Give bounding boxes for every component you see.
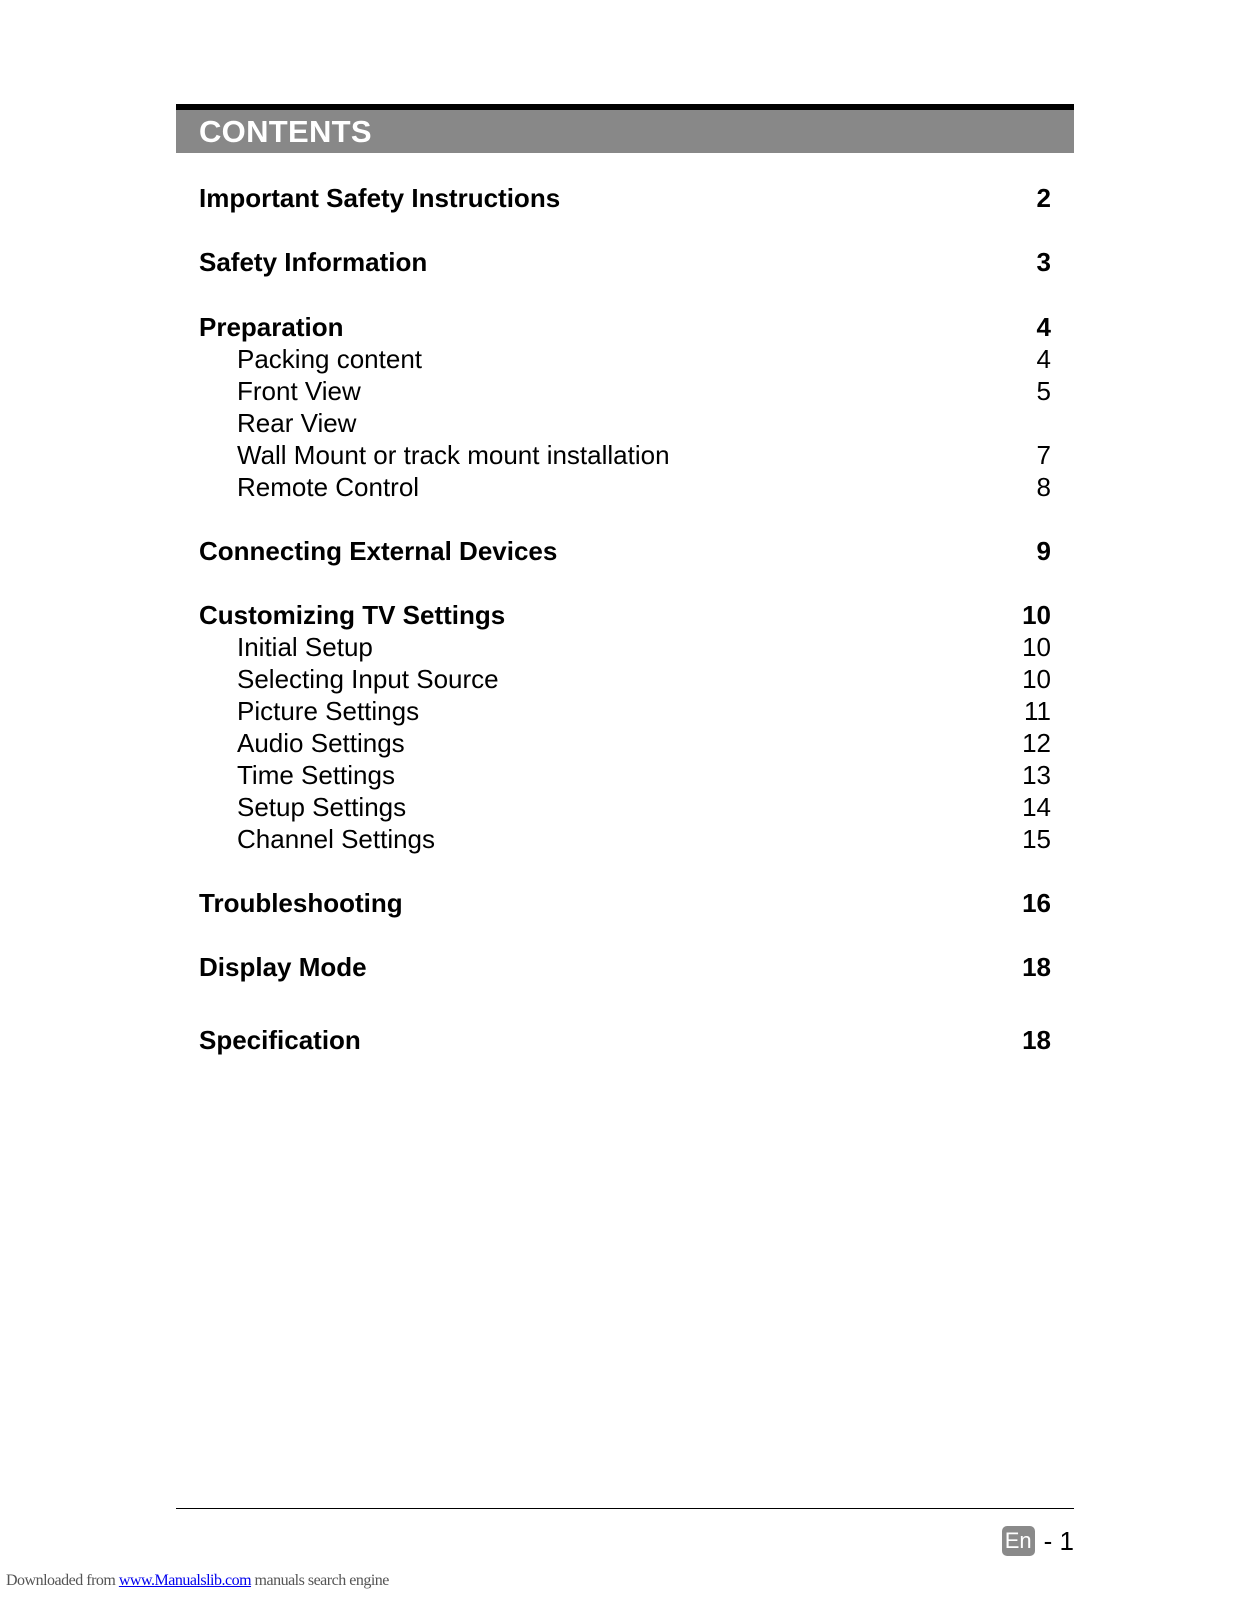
toc-entry-label: Connecting External Devices — [199, 536, 558, 566]
toc-entry-page: 4 — [1036, 344, 1051, 374]
toc-entry-page: 15 — [1022, 824, 1051, 854]
footer-prefix: Downloaded from — [6, 1572, 119, 1589]
toc-entry-page: 9 — [1036, 536, 1051, 566]
toc-entry-label: Packing content — [237, 344, 423, 374]
toc-subentry[interactable] — [199, 471, 1051, 503]
toc-entry-label: Front View — [237, 376, 361, 406]
toc-entry-page: 10 — [1022, 600, 1051, 630]
toc-subentry[interactable] — [199, 407, 1051, 439]
toc-subentry[interactable] — [199, 439, 1051, 471]
toc-entry-page: 18 — [1022, 1025, 1051, 1055]
toc-entry-label: Time Settings — [237, 760, 395, 790]
download-source-footer — [6, 1572, 389, 1590]
toc-subentry[interactable] — [199, 343, 1051, 375]
toc-entry-label: Picture Settings — [237, 696, 420, 726]
toc-entry-page: 4 — [1036, 312, 1051, 342]
toc-subentry[interactable] — [199, 727, 1051, 759]
toc-entry-label: Rear View — [237, 408, 357, 438]
toc-entry-page: 5 — [1036, 376, 1051, 406]
toc-entry-page: 7 — [1036, 440, 1051, 470]
toc-entry[interactable] — [199, 246, 1051, 278]
toc-subentry[interactable] — [199, 695, 1051, 727]
language-badge: En — [1002, 1526, 1035, 1556]
toc-entry-page: 10 — [1022, 632, 1051, 662]
bottom-rule — [176, 1508, 1074, 1509]
toc-entry-page: 14 — [1022, 792, 1051, 822]
toc-entry-page: 10 — [1022, 664, 1051, 694]
page-title: CONTENTS — [199, 114, 372, 149]
toc-entry-label: Display Mode — [199, 952, 367, 982]
toc-entry-label: Selecting Input Source — [237, 664, 499, 694]
toc-entry-page: 2 — [1036, 183, 1051, 213]
toc-entry-page: 12 — [1022, 728, 1051, 758]
toc-entry-page: 8 — [1036, 472, 1051, 502]
toc-subentry[interactable] — [199, 663, 1051, 695]
toc-entry-label: Troubleshooting — [199, 888, 403, 918]
toc-entry[interactable] — [199, 182, 1051, 214]
toc-entry[interactable] — [199, 311, 1051, 343]
toc-entry-label: Customizing TV Settings — [199, 600, 506, 630]
toc-entry-label: Important Safety Instructions — [199, 183, 561, 213]
toc-entry-page: 3 — [1036, 247, 1051, 277]
manualslib-link[interactable]: www.Manualslib.com — [118, 1572, 252, 1589]
toc-entry[interactable] — [199, 951, 1051, 983]
footer-suffix: manuals search engine — [251, 1572, 389, 1589]
page-number — [1002, 1525, 1074, 1557]
toc-subentry[interactable] — [199, 791, 1051, 823]
toc-entry[interactable] — [199, 1024, 1051, 1056]
toc-subentry[interactable] — [199, 375, 1051, 407]
toc-entry-label: Setup Settings — [237, 792, 407, 822]
toc-entry-page: 18 — [1022, 952, 1051, 982]
toc-entry-label: Wall Mount or track mount installation — [237, 440, 670, 470]
toc-subentry[interactable] — [199, 823, 1051, 855]
toc-entry-page: 11 — [1024, 696, 1051, 726]
page-number-text: - 1 — [1043, 1526, 1074, 1556]
toc-entry-label: Channel Settings — [237, 824, 436, 854]
toc-entry-label: Remote Control — [237, 472, 420, 502]
toc-entry[interactable] — [199, 887, 1051, 919]
toc-entry-label: Preparation — [199, 312, 344, 342]
toc-entry-label: Specification — [199, 1025, 361, 1055]
toc-entry-label: Safety Information — [199, 247, 428, 277]
toc-subentry[interactable] — [199, 631, 1051, 663]
toc-entry-label: Initial Setup — [237, 632, 373, 662]
toc-entry-page: 16 — [1022, 888, 1051, 918]
toc-entry-label: Audio Settings — [237, 728, 405, 758]
toc-subentry[interactable] — [199, 759, 1051, 791]
toc-entry[interactable] — [199, 535, 1051, 567]
toc-entry[interactable] — [199, 599, 1051, 631]
toc-entry-page: 13 — [1022, 760, 1051, 790]
